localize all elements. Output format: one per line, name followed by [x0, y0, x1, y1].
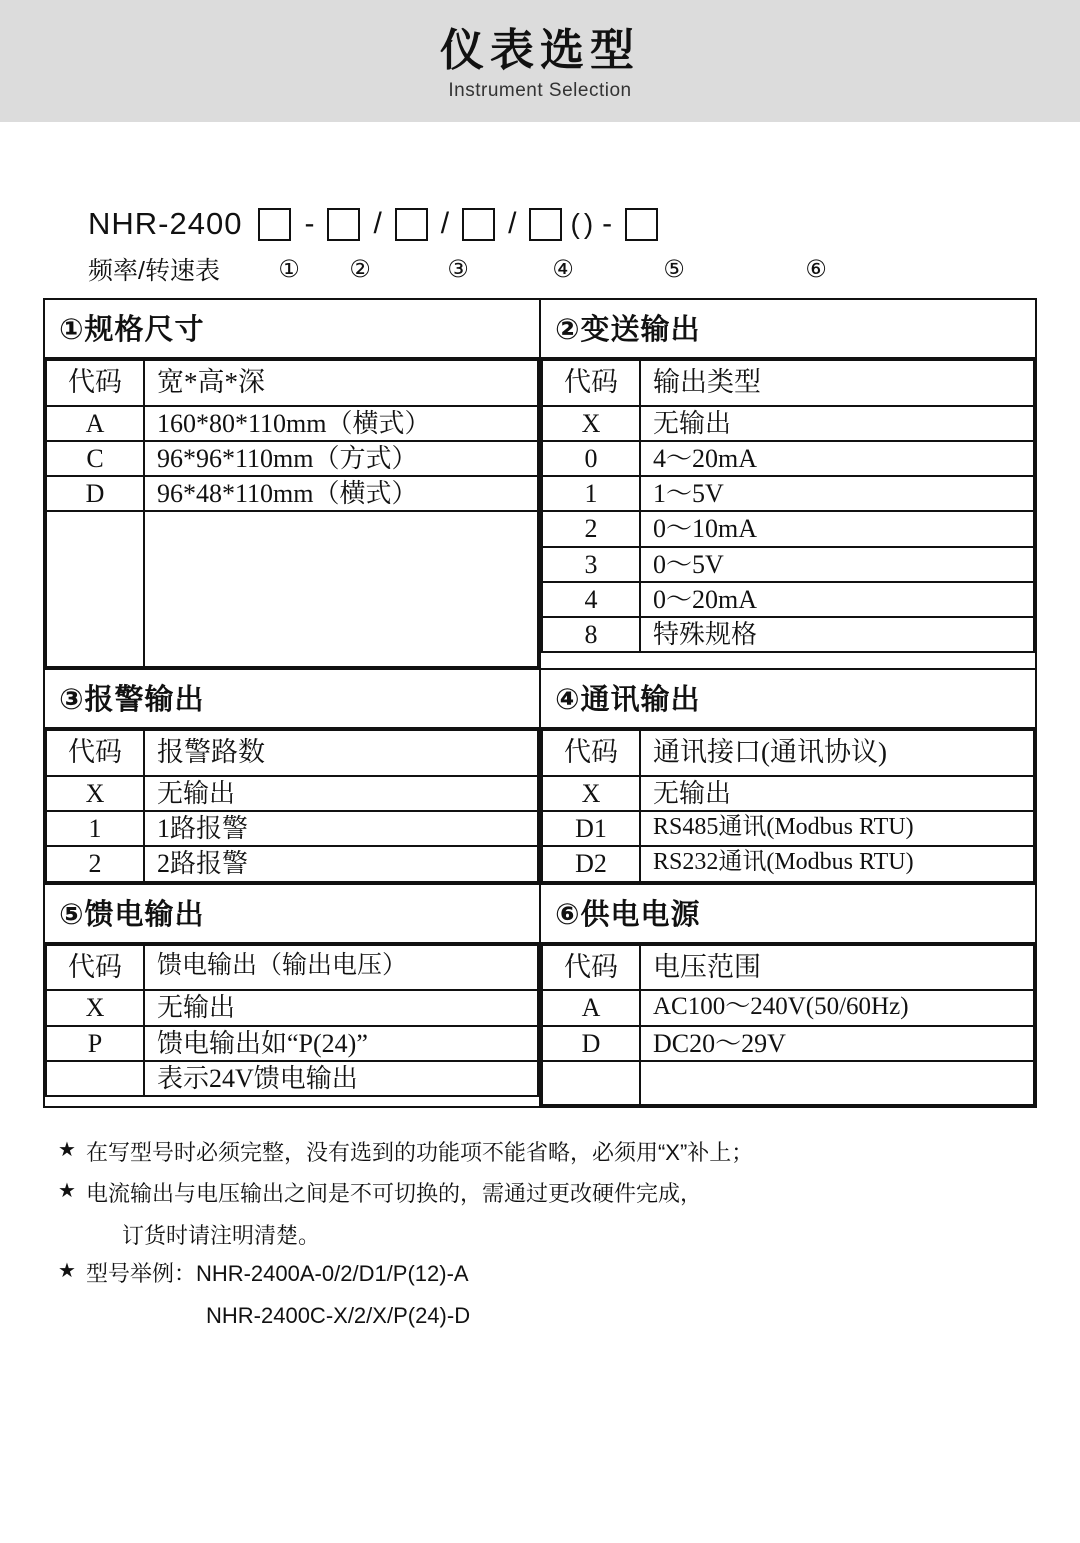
page-title-en: Instrument Selection — [448, 80, 632, 102]
section-5-code-x: X — [46, 990, 144, 1025]
table-row — [46, 811, 538, 846]
section-6-col-code: 代码 — [542, 945, 640, 991]
section-1-code-d: D — [46, 476, 144, 511]
marker-1: ① — [278, 255, 300, 283]
table-row — [46, 441, 538, 476]
section-1-desc-a: 160*80*110mm（横式） — [144, 406, 538, 441]
table-row — [542, 547, 1034, 582]
section-2-desc-1: 1～5V — [640, 476, 1034, 511]
section-3-desc-2: 2路报警 — [144, 846, 538, 881]
star-icon: ★ — [58, 1260, 76, 1283]
note-2-continued: 订货时请注明清楚。 — [122, 1222, 321, 1248]
table-row — [542, 406, 1034, 441]
section-5-desc-x: 无输出 — [144, 990, 538, 1025]
section-2-code-x: X — [542, 406, 640, 441]
table-row — [46, 476, 538, 511]
table-row — [542, 776, 1034, 811]
section-5-col-desc: 馈电输出（输出电压） — [144, 945, 538, 991]
section-2-body-cell — [540, 358, 1036, 669]
section-3-code-x: X — [46, 776, 144, 811]
section-3-code-1: 1 — [46, 811, 144, 846]
section-2-code-1: 1 — [542, 476, 640, 511]
code-box-4[interactable] — [462, 208, 495, 241]
model-separator-2: / — [373, 207, 382, 240]
section-2-desc-8: 特殊规格 — [640, 617, 1034, 652]
model-separator-1: - — [304, 207, 315, 240]
section-1-header-cell — [44, 299, 540, 358]
section-3-header-cell — [44, 669, 540, 728]
table-row — [46, 1026, 538, 1061]
table-row-body-3 — [44, 943, 1036, 1107]
page-header — [0, 0, 1080, 122]
table-row — [542, 730, 1034, 776]
section-2-col-code: 代码 — [542, 360, 640, 406]
section-1-title: ①规格尺寸 — [59, 314, 205, 346]
section-2-title: ②变送输出 — [555, 314, 701, 346]
selection-table — [43, 298, 1037, 1108]
note-2-text: 电流输出与电压输出之间是不可切换的，需通过更改硬件完成， — [85, 1181, 702, 1207]
section-4-desc-x: 无输出 — [640, 776, 1034, 811]
marker-5: ⑤ — [663, 255, 685, 283]
table-row-section-headers-1 — [44, 299, 1036, 358]
note-3-text: 型号举例：NHR-2400A-0/2/D1/P(12)-A — [85, 1261, 469, 1287]
section-5-header-cell — [44, 884, 540, 943]
model-separator-4: / — [508, 207, 517, 240]
section-6-desc-d: DC20～29V — [640, 1026, 1034, 1061]
section-6-header-cell — [540, 884, 1036, 943]
model-separator-5: - — [602, 207, 613, 240]
table-row — [542, 441, 1034, 476]
model-code-row — [88, 200, 1080, 248]
section-4-col-desc: 通讯接口(通讯协议) — [640, 730, 1034, 776]
section-4-desc-d1: RS485通讯(Modbus RTU) — [640, 811, 1034, 846]
section-3-col-desc: 报警路数 — [144, 730, 538, 776]
section-3-table — [45, 729, 539, 882]
section-6-title: ⑥供电电源 — [555, 898, 701, 931]
section-1-table — [45, 359, 539, 668]
model-separator-3: / — [440, 207, 450, 240]
table-row-body-2 — [44, 728, 1036, 883]
table-row — [46, 846, 538, 881]
section-2-desc-0: 4～20mA — [640, 441, 1034, 476]
table-row — [542, 945, 1034, 991]
marker-4: ④ — [552, 255, 574, 283]
section-6-code-d: D — [542, 1026, 640, 1061]
section-1-body-cell — [44, 358, 540, 669]
note-1 — [58, 1134, 1080, 1173]
section-2-code-3: 3 — [542, 547, 640, 582]
section-4-body-cell — [540, 728, 1036, 883]
section-1-filler-code — [46, 511, 144, 667]
section-4-title: ④通讯输出 — [555, 684, 701, 717]
marker-2: ② — [349, 255, 371, 283]
table-row — [542, 476, 1034, 511]
section-4-code-d1: D1 — [542, 811, 640, 846]
section-1-code-a: A — [46, 406, 144, 441]
table-row — [46, 776, 538, 811]
note-1-text: 在写型号时必须完整，没有选到的功能项不能省略，必须用“X”补上； — [85, 1139, 754, 1165]
table-row — [46, 945, 538, 991]
marker-6: ⑥ — [805, 255, 827, 283]
section-1-filler-desc — [144, 511, 538, 667]
table-row-section-headers-2 — [44, 669, 1036, 728]
code-box-2[interactable] — [327, 208, 360, 241]
section-2-desc-4: 0～20mA — [640, 582, 1034, 617]
section-2-desc-3: 0～5V — [640, 547, 1034, 582]
code-box-6[interactable] — [625, 208, 658, 241]
section-2-header-cell — [540, 299, 1036, 358]
table-row — [46, 990, 538, 1025]
section-5-body-cell — [44, 943, 540, 1107]
section-1-col-desc: 宽*高*深 — [144, 360, 538, 406]
section-4-code-d2: D2 — [542, 846, 640, 881]
section-4-col-code: 代码 — [542, 730, 640, 776]
model-marker-row — [88, 250, 1080, 288]
code-box-3[interactable] — [395, 208, 428, 241]
section-1-col-code: 代码 — [46, 360, 144, 406]
code-box-5[interactable] — [529, 208, 562, 241]
section-6-table — [541, 944, 1035, 1106]
section-6-code-a: A — [542, 990, 640, 1025]
table-row-body-1 — [44, 358, 1036, 669]
code-box-1[interactable] — [258, 208, 291, 241]
star-icon: ★ — [58, 1138, 76, 1161]
section-3-body-cell — [44, 728, 540, 883]
model-paren-close: ) — [583, 208, 594, 239]
section-2-col-desc: 输出类型 — [640, 360, 1034, 406]
notes-block — [58, 1134, 1080, 1336]
table-row — [46, 730, 538, 776]
section-2-desc-x: 无输出 — [640, 406, 1034, 441]
section-2-table — [541, 359, 1035, 653]
section-5-desc-p: 馈电输出如“P(24)” — [144, 1026, 538, 1061]
section-1-desc-c: 96*96*110mm（方式） — [144, 441, 538, 476]
section-5-code-p: P — [46, 1026, 144, 1061]
table-row — [46, 1061, 538, 1096]
section-4-header-cell — [540, 669, 1036, 728]
table-row — [542, 846, 1034, 881]
section-3-desc-x: 无输出 — [144, 776, 538, 811]
table-row-spacer — [46, 511, 538, 667]
section-4-desc-d2: RS232通讯(Modbus RTU) — [640, 846, 1034, 881]
section-6-desc-a: AC100～240V(50/60Hz) — [640, 990, 1034, 1025]
section-6-filler-desc — [640, 1061, 1034, 1105]
note-3 — [58, 1255, 1080, 1294]
section-3-col-code: 代码 — [46, 730, 144, 776]
section-6-col-desc: 电压范围 — [640, 945, 1034, 991]
note-3-example-2: NHR-2400C-X/2/X/P(24)-D — [206, 1302, 471, 1328]
note-2 — [58, 1175, 1080, 1214]
star-icon: ★ — [58, 1180, 76, 1203]
section-5-extra-code — [46, 1061, 144, 1096]
table-row-spacer — [542, 1061, 1034, 1105]
model-prefix: NHR-2400 — [88, 206, 243, 241]
table-row — [46, 406, 538, 441]
section-5-col-code: 代码 — [46, 945, 144, 991]
section-5-title: ⑤馈电输出 — [59, 898, 205, 931]
section-3-code-2: 2 — [46, 846, 144, 881]
table-row — [542, 582, 1034, 617]
table-row — [542, 990, 1034, 1025]
model-code-area — [0, 200, 1080, 288]
section-1-code-c: C — [46, 441, 144, 476]
section-2-code-8: 8 — [542, 617, 640, 652]
table-row — [542, 1026, 1034, 1061]
section-2-code-0: 0 — [542, 441, 640, 476]
section-2-code-4: 4 — [542, 582, 640, 617]
table-row — [542, 617, 1034, 652]
product-name-label: 频率/转速表 — [88, 257, 220, 285]
section-4-table — [541, 729, 1035, 882]
section-5-table — [45, 944, 539, 1097]
section-1-desc-d: 96*48*110mm（横式） — [144, 476, 538, 511]
section-5-extra-line: 表示24V馈电输出 — [144, 1061, 538, 1096]
table-row — [542, 360, 1034, 406]
table-row — [542, 511, 1034, 546]
table-row — [46, 360, 538, 406]
page-title-cn: 仪表选型 — [440, 25, 640, 75]
section-3-desc-1: 1路报警 — [144, 811, 538, 846]
marker-3: ③ — [447, 255, 469, 283]
table-row-section-headers-3 — [44, 884, 1036, 943]
table-row — [542, 811, 1034, 846]
section-6-filler-code — [542, 1061, 640, 1105]
section-2-code-2: 2 — [542, 511, 640, 546]
model-paren-open: ( — [570, 208, 580, 239]
section-6-body-cell — [540, 943, 1036, 1107]
section-3-title: ③报警输出 — [59, 684, 205, 717]
section-2-desc-2: 0～10mA — [640, 511, 1034, 546]
section-4-code-x: X — [542, 776, 640, 811]
